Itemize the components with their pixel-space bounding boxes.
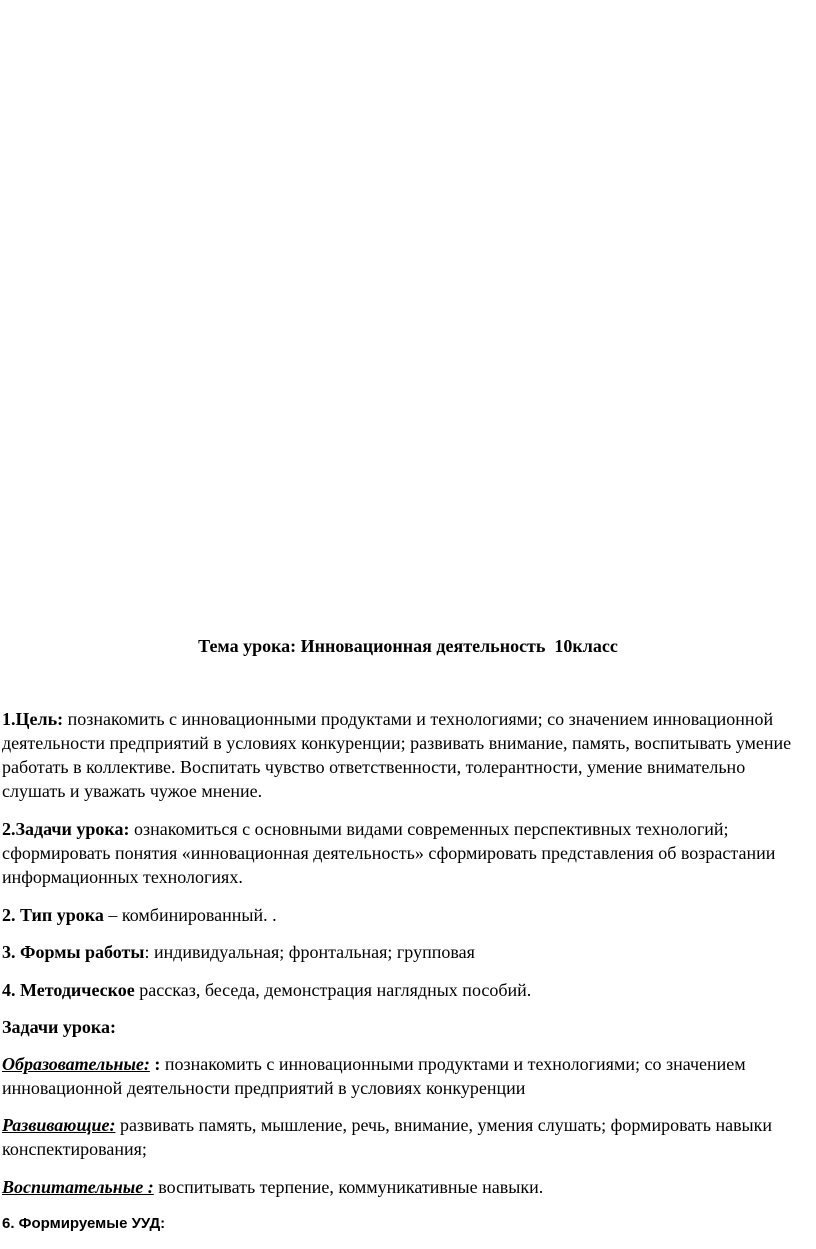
- educational-text: познакомить с инновационными продуктами и технологиями; со значением инновационной деятельности предприятий в условиях конкуренции: [2, 1054, 746, 1098]
- lesson-title: Тема урока: Инновационная деятельность 10класс: [198, 636, 618, 656]
- tasks-paragraph: [2, 817, 810, 889]
- educational-colon: :: [149, 1054, 161, 1074]
- tasks-text: ознакомиться с основными видами современных перспективных технологий; сформировать понятия «инновационная деятельность» сформировать представления об возрастании информационных технологиях.: [2, 819, 776, 887]
- developing-label: Развивающие:: [2, 1115, 116, 1135]
- goal-label: 1.Цель:: [2, 709, 64, 729]
- uud-heading: 6. Формируемые УУД:: [2, 1215, 166, 1232]
- upbringing-paragraph: [2, 1175, 810, 1199]
- lesson-type-paragraph: [2, 903, 810, 927]
- method-text: рассказ, беседа, демонстрация наглядных пособий.: [134, 980, 532, 1000]
- developing-text: развивать память, мышление, речь, внимание, умения слушать; формировать навыки конспектирования;: [2, 1115, 773, 1159]
- upbringing-label: Воспитательные :: [2, 1177, 154, 1197]
- upbringing-text: воспитывать терпение, коммуникативные навыки.: [153, 1177, 544, 1197]
- goal-text: познакомить с инновационными продуктами и технологиями; со значением инновационной деятельности предприятий в условиях конкуренции; развивать внимание, память, воспитывать умение работать в коллективе. Воспитать чувство ответственности, толерантности, умение внимательно слушать и уважать чужое мнение.: [2, 709, 792, 801]
- work-forms-text: : индивидуальная; фронтальная; групповая: [144, 942, 475, 962]
- work-forms-paragraph: [2, 940, 810, 964]
- tasks-label: 2.Задачи урока:: [2, 819, 130, 839]
- work-forms-label: 3. Формы работы: [2, 942, 145, 962]
- tasks-heading: Задачи урока:: [2, 1017, 117, 1037]
- lesson-type-text: – комбинированный. .: [103, 905, 277, 925]
- method-paragraph: [2, 978, 810, 1002]
- developing-paragraph: [2, 1113, 810, 1161]
- method-label: 4. Методическое: [2, 980, 135, 1000]
- educational-paragraph: [2, 1052, 810, 1100]
- educational-label: Образовательные:: [2, 1054, 150, 1074]
- goal-paragraph: [2, 707, 810, 803]
- lesson-type-label: 2. Тип урока: [2, 905, 104, 925]
